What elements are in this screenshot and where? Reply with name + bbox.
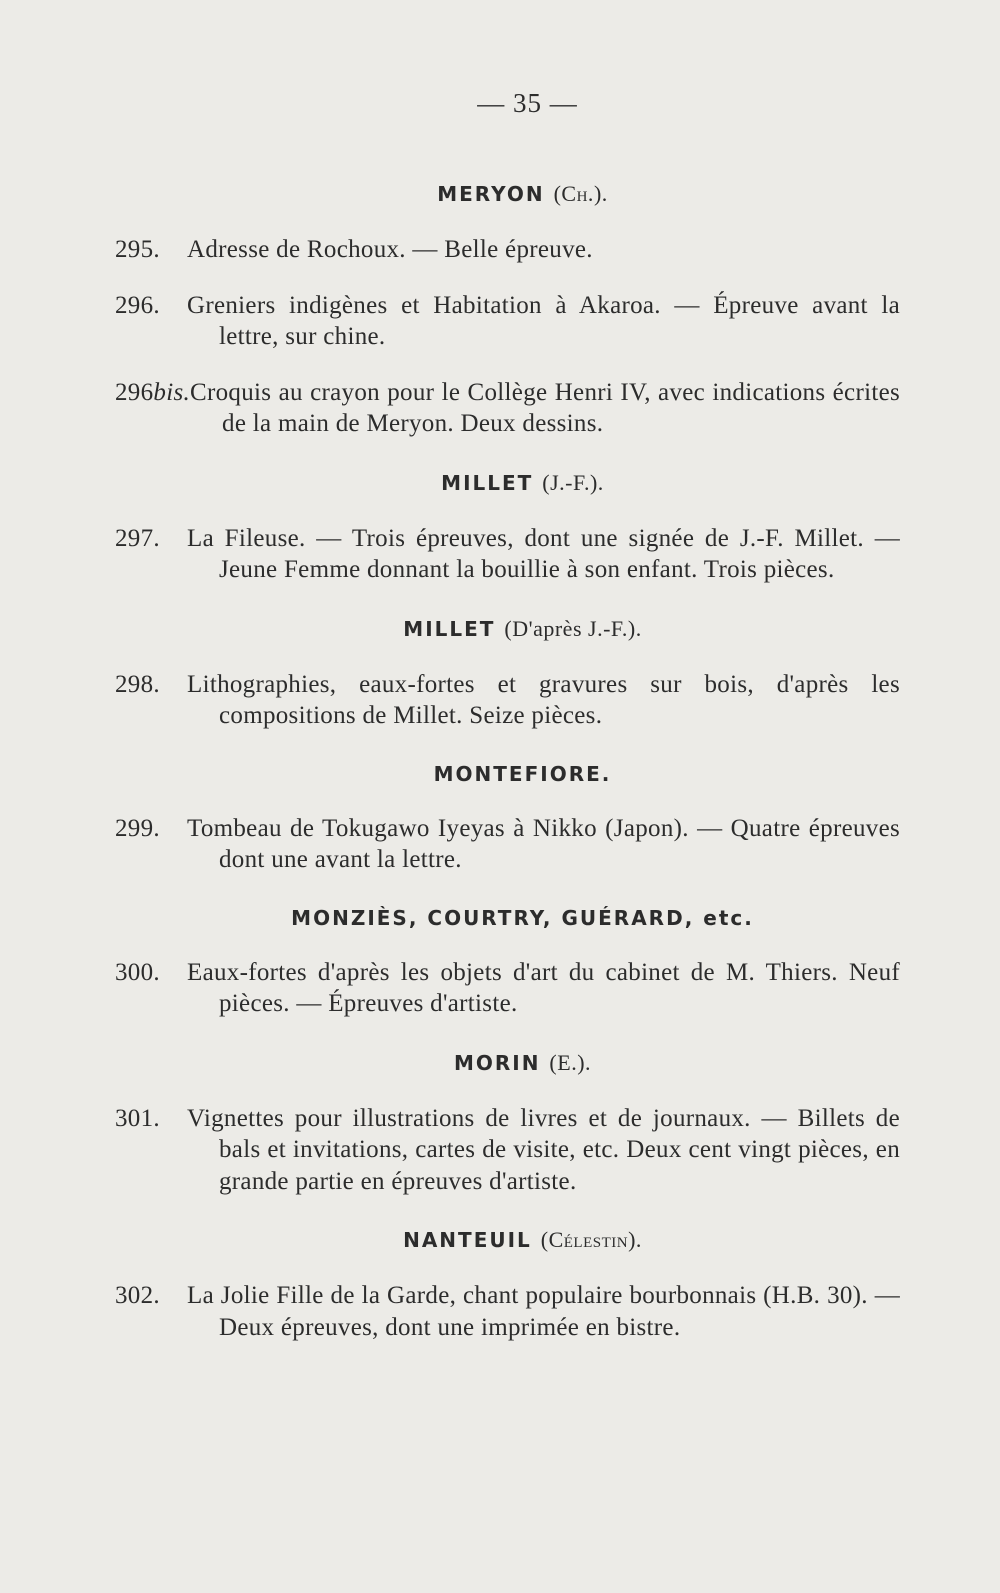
catalogue-entry-302 — [115, 1280, 900, 1343]
section-heading-nanteuil — [115, 1227, 900, 1253]
section-heading-meryon — [115, 181, 900, 207]
artist-qualifier: (D'après J.-F.). — [504, 615, 642, 641]
section-heading-morin — [115, 1050, 900, 1076]
entry-text: Adresse de Rochoux. — Belle épreuve. — [187, 236, 593, 263]
bis-marker: bis. — [153, 378, 191, 406]
artist-name: MORIN — [453, 1050, 541, 1075]
entry-text: Greniers indigènes et Habitation à Akaroa. — Épreuve avant la lettre, sur chine. — [187, 291, 900, 350]
catalogue-entry-299 — [115, 813, 900, 876]
artist-name: NANTEUIL — [403, 1228, 532, 1252]
catalogue-entry-296 — [115, 290, 900, 353]
section-heading-millet — [115, 470, 900, 496]
artist-qualifier: (Célestin). — [540, 1227, 642, 1252]
catalogue-entry-301 — [115, 1103, 900, 1198]
artist-name: MONZIÈS, COURTRY, GUÉRARD, etc. — [291, 905, 754, 930]
artist-name: MERYON — [437, 182, 545, 206]
entry-number: 297. — [115, 524, 160, 552]
artist-name: MONTEFIORE. — [433, 761, 612, 786]
entry-number: 298. — [115, 670, 160, 698]
catalogue-entry-296-bis — [115, 377, 900, 440]
catalogue-entry-298 — [115, 669, 900, 732]
entry-number: 300. — [115, 958, 160, 986]
section-heading-montefiore — [115, 762, 900, 786]
entry-number: 301. — [115, 1104, 160, 1132]
catalogue-entry-295 — [115, 234, 900, 266]
entry-text: La Fileuse. — Trois épreuves, dont une signée de J.-F. Millet. — Jeune Femme donnant la bouillie à son enfant. Trois pièces. — [187, 524, 900, 583]
artist-qualifier: (E.). — [549, 1049, 592, 1075]
entry-number: 296. — [115, 291, 160, 319]
catalogue-entry-297 — [115, 523, 900, 586]
entry-number: 295. — [115, 236, 160, 263]
artist-name: MILLET — [441, 470, 534, 495]
entry-text: Tombeau de Tokugawo Iyeyas à Nikko (Japon). — Quatre épreuves dont une avant la lettre. — [187, 814, 900, 873]
page-number: — 35 — — [477, 88, 578, 118]
artist-name: MILLET — [403, 616, 496, 641]
entry-text: Vignettes pour illustrations de livres et de journaux. — Billets de bals et invitations, cartes de visite, etc. Deux cent vingt pièces, en grande partie en épreuves d'artiste. — [187, 1104, 900, 1195]
entry-number: 302. — [115, 1282, 160, 1309]
section-heading-millet-apres — [115, 616, 900, 642]
entry-text: Lithographies, eaux-fortes et gravures sur bois, d'après les compositions de Millet. Seize pièces. — [187, 670, 900, 729]
catalogue-entry-300 — [115, 957, 900, 1020]
artist-qualifier: (Ch.). — [553, 181, 608, 206]
section-heading-monzies — [115, 906, 900, 930]
entry-number: 299. — [115, 814, 160, 842]
artist-qualifier: (J.-F.). — [542, 469, 604, 495]
entry-text: Croquis au crayon pour le Collège Henri IV, avec indications écrites de la main de Meryon. Deux dessins. — [190, 378, 900, 437]
entry-number: 296bis. — [115, 378, 191, 406]
entry-text: La Jolie Fille de la Garde, chant populaire bourbonnais (H.B. 30). — Deux épreuves, dont une imprimée en bistre. — [187, 1282, 900, 1341]
entry-text: Eaux-fortes d'après les objets d'art du cabinet de M. Thiers. Neuf pièces. — Épreuves d'artiste. — [187, 958, 900, 1017]
